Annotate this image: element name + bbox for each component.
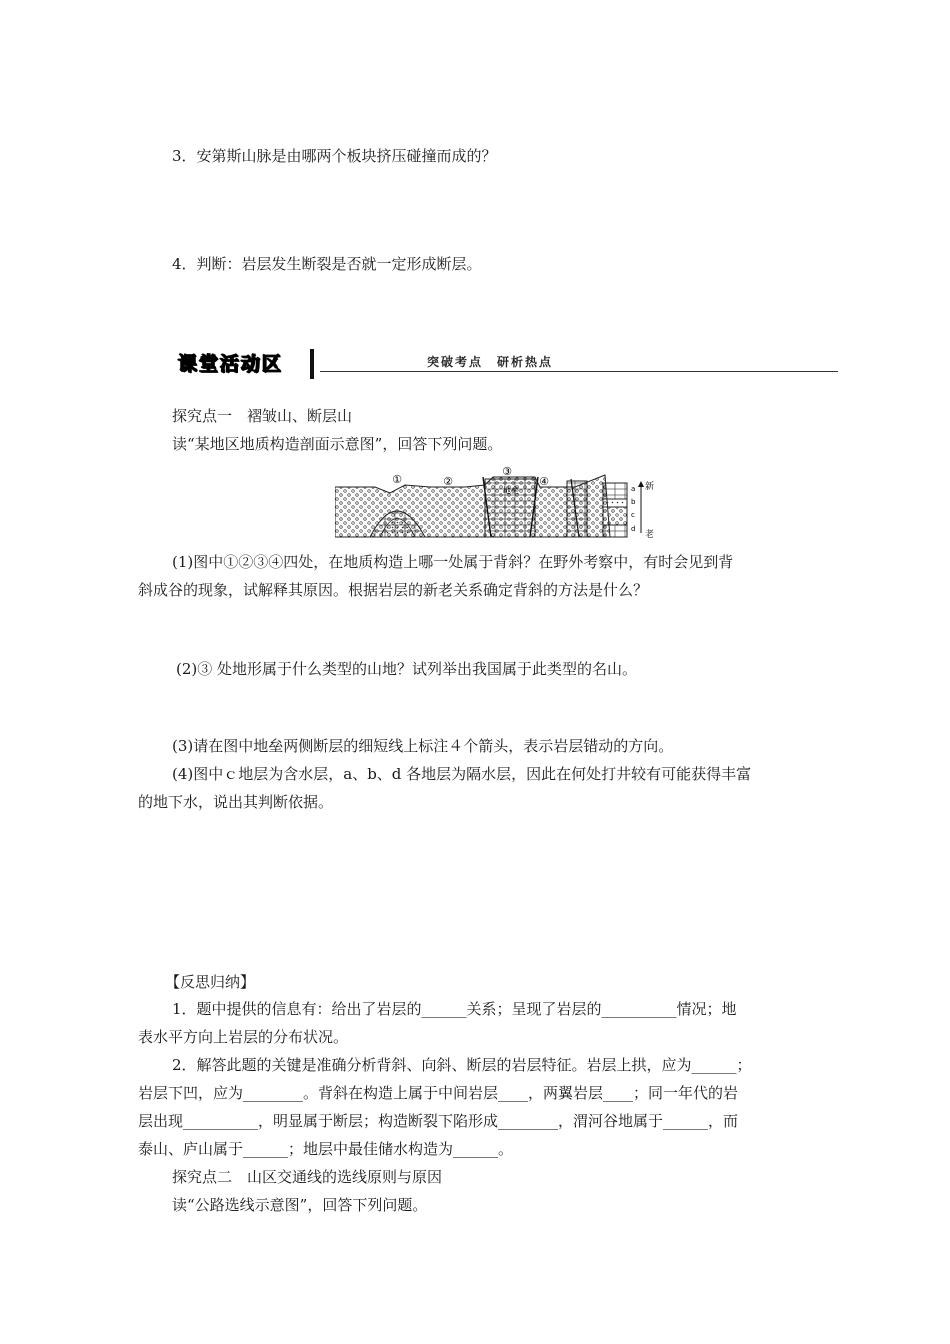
section1-heading: 探究点一 褶皱山、断层山	[172, 407, 353, 425]
section1-q3: (3)请在图中地垒两侧断层的细短线上标注４个箭头，表示岩层错动的方向。	[172, 737, 674, 755]
figure-label-4: ④	[539, 475, 549, 488]
banner-divider	[310, 349, 314, 379]
legend-letter-c: c	[631, 511, 635, 519]
reflection-line: 表水平方向上岩层的分布状况。	[138, 1028, 349, 1046]
question-4: 4．判断：岩层发生断裂是否就一定形成断层。	[172, 255, 482, 273]
section1-q4-line1: (4)图中ｃ地层为含水层，a、b、d 各地层为隔水层，因此在何处打井较有可能获得丰富	[172, 765, 752, 783]
figure-label-3: ③	[502, 465, 512, 478]
banner-title: 课堂活动区	[172, 351, 289, 377]
reflection-line: 1．题中提供的信息有：给出了岩层的______关系；呈现了岩层的__________情况；地	[172, 1000, 737, 1018]
banner-rule	[320, 371, 838, 372]
section2-heading: 探究点二 山区交通线的选线原则与原因	[172, 1168, 443, 1186]
legend-letter-d: d	[631, 525, 636, 533]
legend-old: 老	[645, 530, 655, 540]
figure-label-2: ②	[443, 475, 453, 488]
section1-q1-line1: (1)图中①②③④四处，在地质构造上哪一处属于背斜？在野外考察中，有时会见到背	[172, 553, 734, 571]
legend-new: 新	[645, 482, 655, 492]
geologic-profile-diagram	[335, 465, 655, 540]
legend-letter-b: b	[631, 498, 636, 506]
question-3: 3．安第斯山脉是由哪两个板块挤压碰撞而成的？	[172, 147, 497, 165]
reflection-heading: 【反思归纳】	[165, 973, 256, 991]
reflection-line: 泰山、庐山属于______；地层中最佳储水构造为______。	[138, 1140, 514, 1158]
figure-label-1: ①	[392, 473, 402, 486]
section1-q2: (2)③ 处地形属于什么类型的山地？试列举出我国属于此类型的名山。	[176, 660, 638, 678]
reflection-line: 层出现__________，明显属于断层；构造断裂下陷形成________，渭河谷地属于______，而	[138, 1112, 739, 1130]
geologic-profile-figure	[335, 465, 655, 540]
figure-horst-label: 地垒	[503, 486, 519, 495]
banner-slogan: 突破考点 研析热点	[427, 355, 554, 369]
legend-letter-a: a	[631, 485, 636, 493]
reflection-line: 岩层下凹，应为________。背斜在构造上属于中间岩层____，两翼岩层____；同一年代的岩	[138, 1084, 739, 1102]
section1-q4-line2: 的地下水，说出其判断依据。	[138, 793, 334, 811]
section1-q1-line2: 斜成谷的现象，试解释其原因。根据岩层的新老关系确定背斜的方法是什么？	[138, 581, 649, 599]
section-banner	[172, 347, 838, 383]
reflection-line: 2．解答此题的关键是准确分析背斜、向斜、断层的岩层特征。岩层上拱，应为______；	[172, 1056, 752, 1074]
section2-intro: 读“公路选线示意图”，回答下列问题。	[172, 1196, 428, 1214]
section1-intro: 读“某地区地质构造剖面示意图”，回答下列问题。	[172, 435, 503, 453]
